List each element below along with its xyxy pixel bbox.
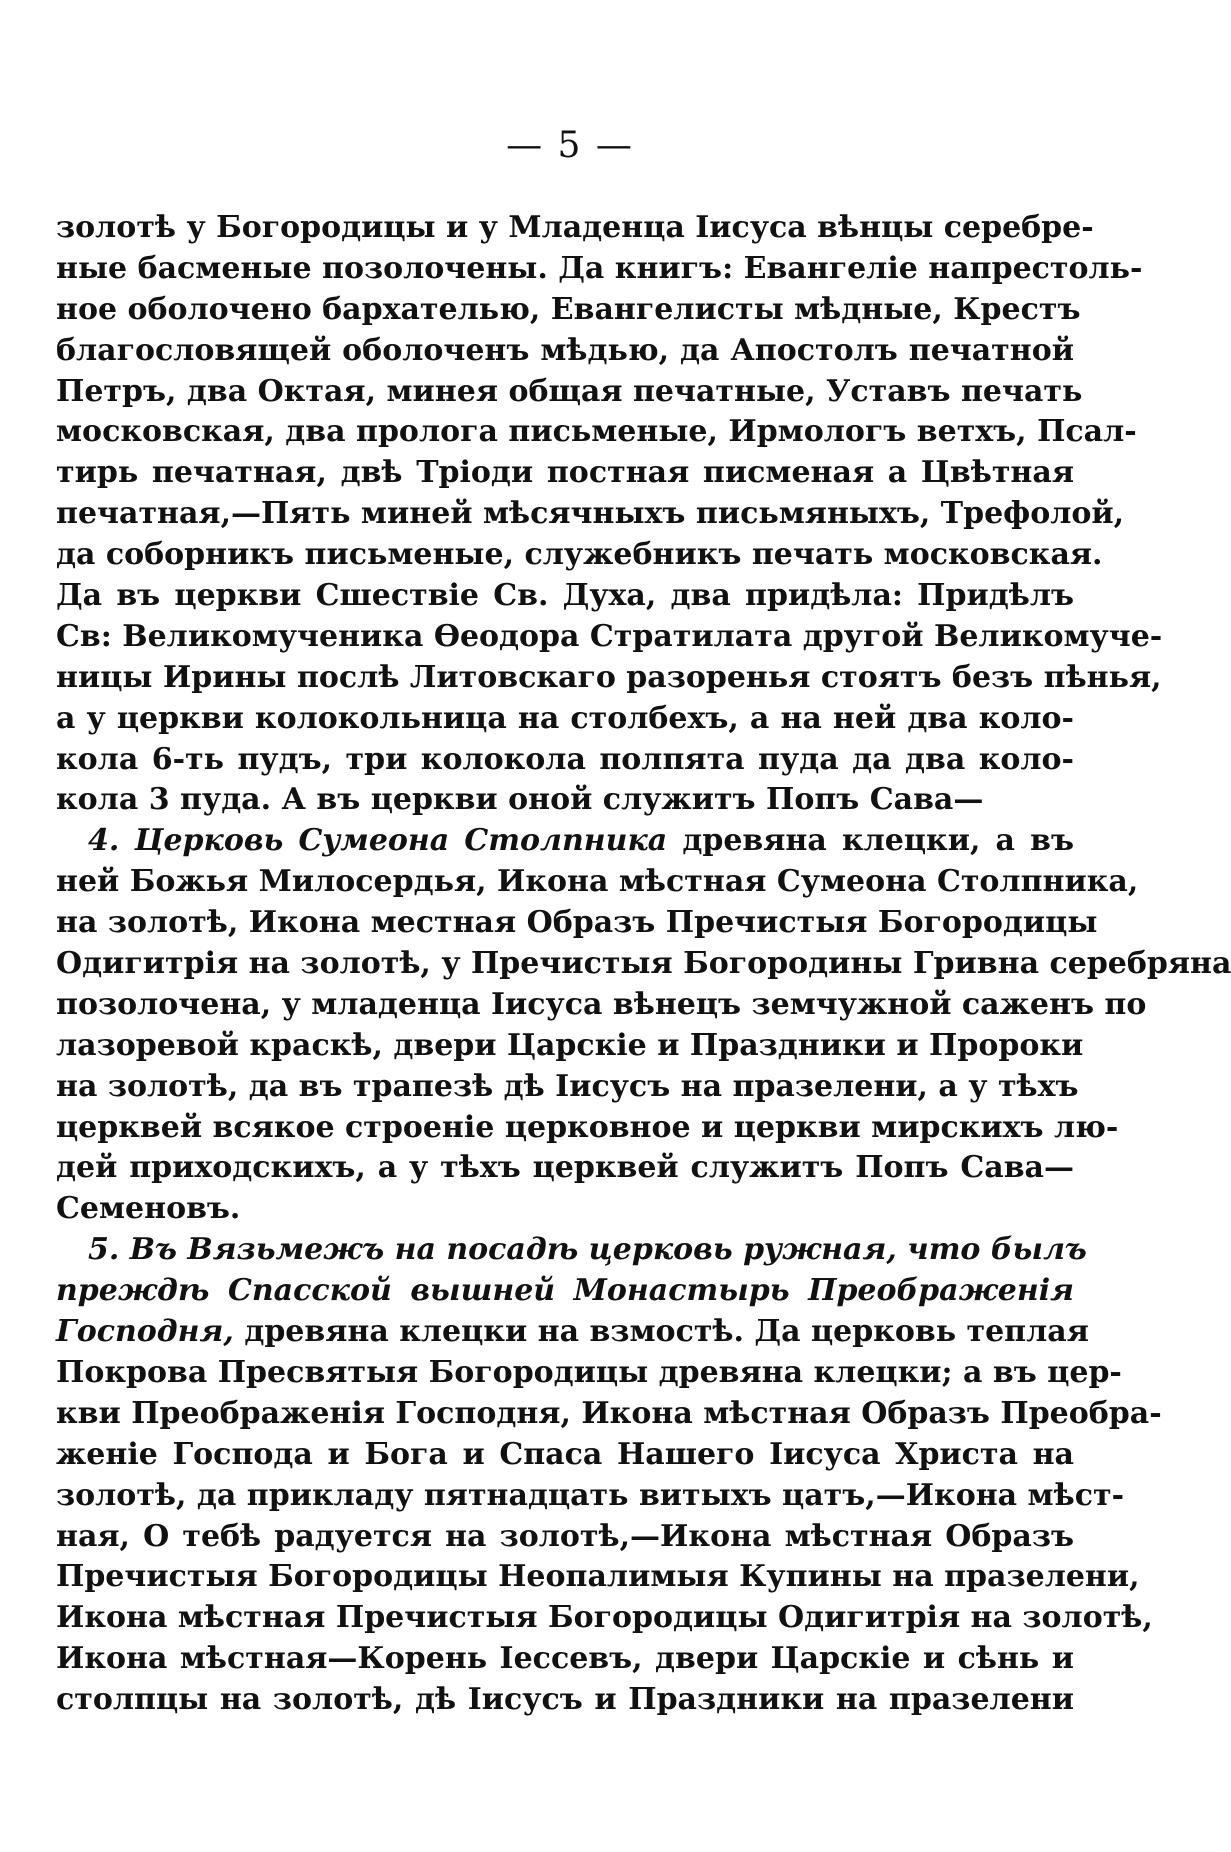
- text-line: Покрова Пресвятыя Богородицы древяна клецки; а въ цер-: [56, 1354, 1122, 1390]
- text-line: Икона мѣстная Пречистыя Богородицы Одигитрія на золотѣ,: [56, 1600, 1153, 1636]
- text-line: печатная,—Пять миней мѣсячныхъ письмяныхъ, Трефолой,: [56, 496, 1125, 532]
- text-line: золотѣ, да прикладу пятнадцать витыхъ цатъ,—Икона мѣст-: [56, 1477, 1125, 1513]
- section-5-number: 5.: [88, 1232, 120, 1268]
- text-line: Одигитрія на золотѣ, у Пречистыя Богородины Гривна серебряна: [56, 946, 1231, 982]
- text-line: кви Преображенія Господня, Икона мѣстная Образъ Преобра-: [56, 1395, 1162, 1431]
- text-line: на золотѣ, Икона местная Образъ Пречистыя Богородицы: [56, 905, 1098, 941]
- text-line: а у церкви колокольница на столбехъ, а на ней два коло-: [56, 700, 1074, 736]
- text-line: ная, О тебѣ радуется на золотѣ,—Икона мѣстная Образъ: [56, 1518, 1074, 1554]
- text-line: Св: Великомученика Ѳеодора Стратилата другой Великомуче-: [56, 618, 1163, 654]
- text-line: столпцы на золотѣ, дѣ Іисусъ и Праздники на празелени: [56, 1682, 1074, 1718]
- text-line: женіе Господа и Бога и Спаса Нашего Іисуса Христа на: [56, 1436, 1074, 1472]
- text-line: Семеновъ.: [56, 1191, 241, 1227]
- section-5-title-line-2: преждѣ Спасской вышней Монастырь Преображенія: [56, 1273, 1074, 1309]
- text-line: Да въ церкви Сшествіе Св. Духа, два придѣла: Придѣлъ: [56, 578, 1074, 614]
- section-4-title: Церковь Сумеона Столпника: [134, 823, 668, 859]
- text-line: ней Божья Милосердья, Икона мѣстная Сумеона Столпника,: [56, 864, 1139, 900]
- text-line: дей приходскихъ, а у тѣхъ церквей служитъ Попъ Сава—: [56, 1150, 1074, 1186]
- section-5-rest: древяна клецки на взмостѣ. Да церковь теплая: [244, 1314, 1089, 1350]
- text-line: ницы Ирины послѣ Литовскаго разоренья стоятъ безъ пѣнья,: [56, 659, 1162, 695]
- section-4-rest: древяна клецки, а въ: [682, 823, 1074, 859]
- section-5-title-line-3: Господня,: [56, 1314, 234, 1350]
- section-5-title-line-1: Въ Вязьмежъ на посадѣ церковь ружная, что былъ: [129, 1232, 1087, 1268]
- text-line: тирь печатная, двѣ Тріоди постная писменая а Цвѣтная: [56, 455, 1074, 491]
- text-line: кола 6-ть пудъ, три колокола полпята пуда да два коло-: [56, 741, 1074, 777]
- text-line: Петръ, два Октая, минея общая печатные, Уставъ печать: [56, 373, 1083, 409]
- text-line: да соборникъ письменые, служебникъ печать московская.: [56, 537, 1103, 573]
- text-line: Пречистыя Богородицы Неопалимыя Купины на празелени,: [56, 1559, 1140, 1595]
- text-line: лазоревой краскѣ, двери Царскіе и Праздники и Пророки: [56, 1027, 1084, 1063]
- text-line: позолочена, у младенца Іисуса вѣнецъ земчужной саженъ по: [56, 986, 1147, 1022]
- page-number: — 5 —: [506, 125, 634, 166]
- text-line: церквей всякое строеніе церковное и церкви мирскихъ лю-: [56, 1109, 1119, 1145]
- section-4-number: 4.: [88, 823, 120, 859]
- text-line: на золотѣ, да въ трапезѣ дѣ Іисусъ на празелени, а у тѣхъ: [56, 1068, 1079, 1104]
- text-line: кола 3 пуда. А въ церкви оной служитъ Попъ Сава—: [56, 782, 984, 818]
- text-line: Икона мѣстная—Корень Іессевъ, двери Царскіе и сѣнь и: [56, 1641, 1074, 1677]
- text-line: золотѣ у Богородицы и у Младенца Іисуса вѣнцы серебре-: [56, 210, 1094, 245]
- section-5-heading-line-3: [56, 1312, 1089, 1353]
- text-line: ные басменые позолочены. Да книгъ: Евангеліе напрестоль-: [56, 250, 1143, 286]
- body-text: [56, 208, 1231, 1721]
- section-5-heading-line-1: [56, 1230, 1087, 1271]
- text-line: ное оболочено бархателью, Евангелисты мѣдные, Крестъ: [56, 291, 1081, 327]
- text-line: московская, два пролога письменые, Ирмологъ ветхъ, Псал-: [56, 414, 1137, 450]
- text-line: благословящей оболоченъ мѣдью, да Апостолъ печатной: [56, 332, 1074, 368]
- section-4-heading-line: [56, 821, 1074, 862]
